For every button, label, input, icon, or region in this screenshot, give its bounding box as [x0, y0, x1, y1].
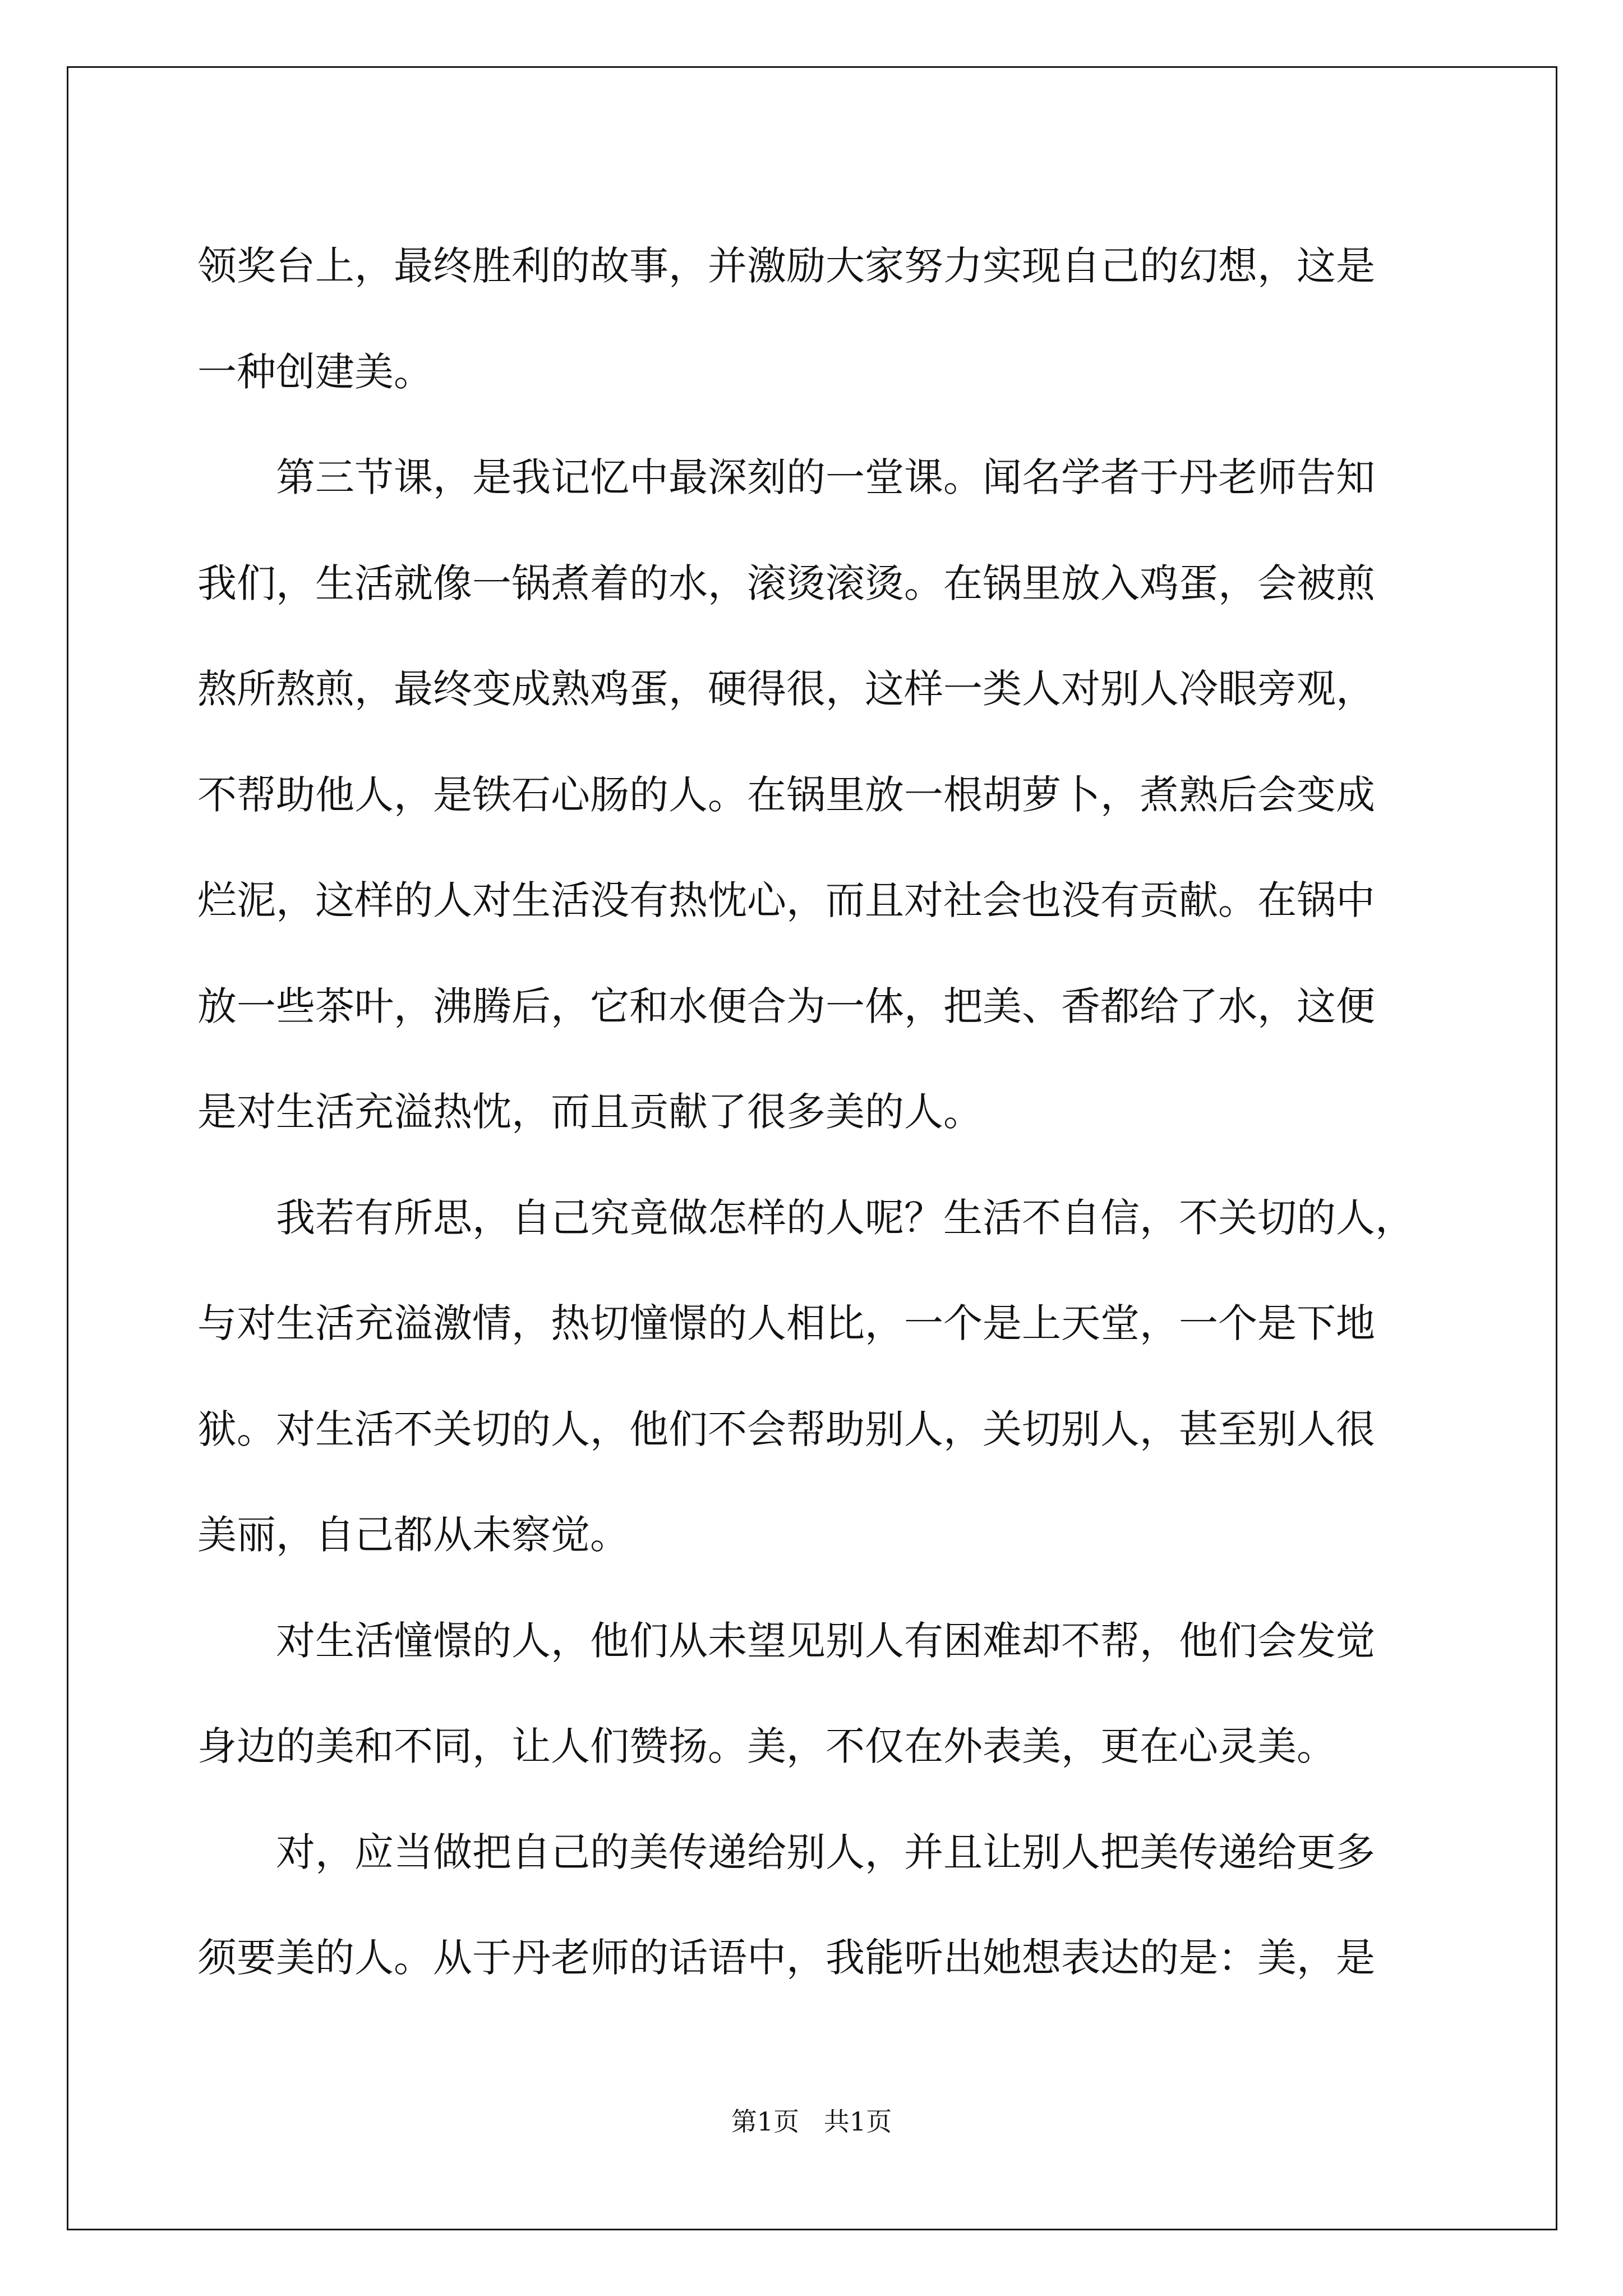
- text-line: 烂泥，这样的人对生活没有热忱心，而且对社会也没有贡献。在锅中: [197, 877, 1375, 923]
- text-line: 熬所熬煎，最终变成熟鸡蛋，硬得很，这样一类人对别人冷眼旁观，: [197, 666, 1375, 712]
- text-line: 第三节课，是我记忆中最深刻的一堂课。闻名学者于丹老师告知: [276, 454, 1375, 500]
- text-line: 不帮助他人，是铁石心肠的人。在锅里放一根胡萝卜，煮熟后会变成: [197, 771, 1375, 818]
- page-footer: 第1页 共1页: [731, 2106, 892, 2137]
- text-line: 狱。对生活不关切的人，他们不会帮助别人，关切别人，甚至别人很: [197, 1406, 1375, 1452]
- document-body: [197, 213, 1459, 2011]
- text-line: 对，应当做把自己的美传递给别人，并且让别人把美传递给更多: [276, 1829, 1375, 1875]
- text-line: 一种创建美。: [197, 348, 433, 395]
- text-line: 美丽，自己都从未察觉。: [197, 1512, 629, 1558]
- text-line: 放一些茶叶，沸腾后，它和水便合为一体，把美、香都给了水，这便: [197, 983, 1375, 1029]
- text-line: 对生活憧憬的人，他们从未望见别人有困难却不帮，他们会发觉: [276, 1617, 1375, 1664]
- text-line: 我们，生活就像一锅煮着的水，滚烫滚烫。在锅里放入鸡蛋，会被煎: [197, 560, 1375, 606]
- text-line: 我若有所思，自己究竟做怎样的人呢？生活不自信，不关切的人，: [276, 1194, 1414, 1241]
- text-line: 须要美的人。从于丹老师的话语中，我能听出她想表达的是：美，是: [197, 1935, 1375, 1981]
- text-line: 与对生活充溢激情，热切憧憬的人相比，一个是上天堂，一个是下地: [197, 1300, 1375, 1346]
- text-line: 领奖台上，最终胜利的故事，并激励大家努力实现自己的幻想，这是: [197, 243, 1375, 289]
- text-line: 是对生活充溢热忱，而且贡献了很多美的人。: [197, 1089, 983, 1135]
- text-line: 身边的美和不同，让人们赞扬。美，不仅在外表美，更在心灵美。: [197, 1723, 1336, 1769]
